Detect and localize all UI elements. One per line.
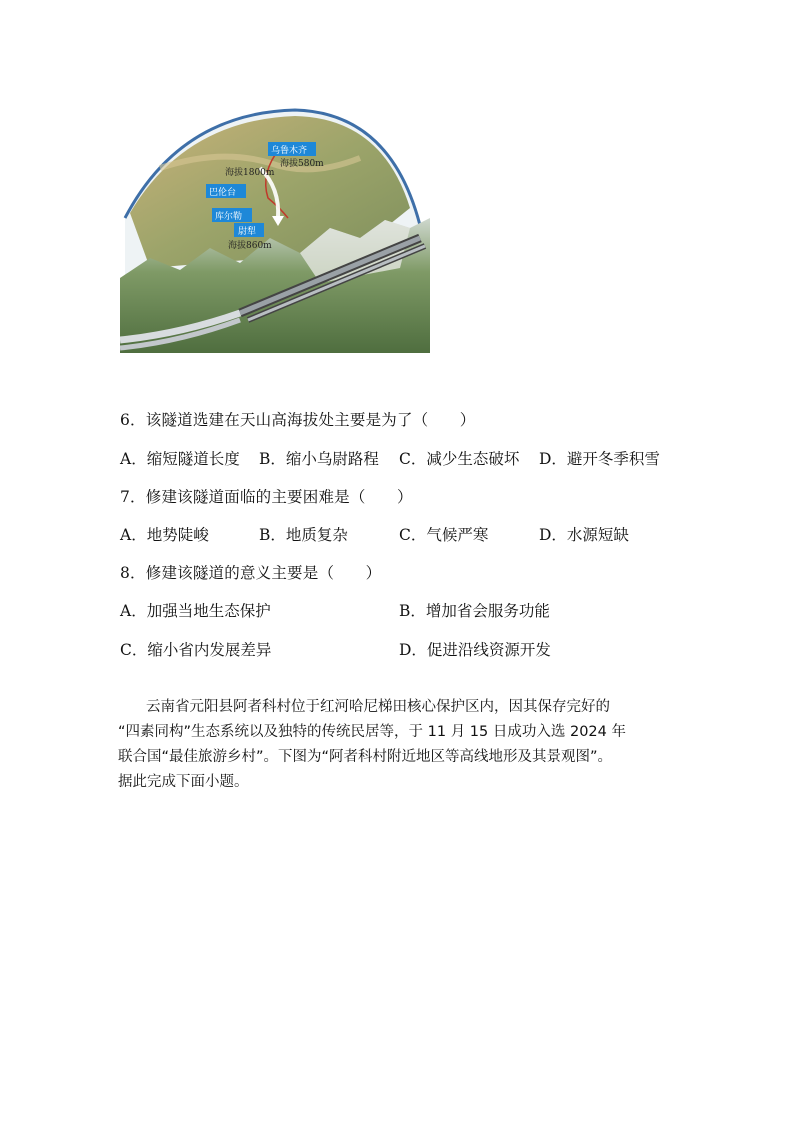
question-6-option-d[interactable]: D．避开冬季积雪 (539, 450, 660, 468)
question-6-stem: 6．该隧道选建在天山高海拔处主要是为了（ ） (120, 411, 476, 429)
tunnel-landscape-figure (120, 108, 430, 353)
question-7-option-b[interactable]: B．地质复杂 (259, 526, 348, 544)
label-altitude-1800: 海拔1800m (225, 168, 275, 178)
question-8-option-b[interactable]: B．增加省会服务功能 (399, 602, 550, 620)
question-6-option-a[interactable]: A．缩短隧道长度 (120, 450, 240, 468)
passage-line-1: 云南省元阳县阿者科村位于红河哈尼梯田核心保护区内，因其保存完好的 (146, 699, 610, 715)
passage-line-4: 据此完成下面小题。 (118, 774, 249, 790)
question-8-stem: 8．修建该隧道的意义主要是（ ） (120, 564, 382, 582)
label-urumqi-altitude: 海拔580m (280, 159, 324, 169)
question-7-option-d[interactable]: D．水源短缺 (539, 526, 629, 544)
passage-line-3: 联合国“最佳旅游乡村”。下图为“阿者科村附近地区等高线地形及其景观图”。 (118, 749, 613, 765)
label-ruoqiang: 尉犁 (238, 227, 257, 237)
question-7-option-c[interactable]: C．气候严寒 (399, 526, 489, 544)
question-8-option-c[interactable]: C．缩小省内发展差异 (120, 641, 272, 659)
landscape-illustration (120, 108, 430, 353)
passage-line-2: “四素同构”生态系统以及独特的传统民居等，于 11 月 15 日成功入选 2024 年 (118, 724, 626, 740)
question-7-option-a[interactable]: A．地势陡峻 (120, 526, 209, 544)
question-6-option-c[interactable]: C．减少生态破坏 (399, 450, 520, 468)
question-8-option-d[interactable]: D．促进沿线资源开发 (399, 641, 551, 659)
question-7-stem: 7．修建该隧道面临的主要困难是（ ） (120, 488, 413, 506)
question-6-option-b[interactable]: B．缩小乌尉路程 (259, 450, 379, 468)
question-8-option-a[interactable]: A．加强当地生态保护 (120, 602, 271, 620)
label-kuerle: 库尔勒 (215, 212, 243, 222)
label-baluntai: 巴伦台 (209, 188, 237, 198)
label-ruoqiang-altitude: 海拔860m (228, 241, 272, 251)
label-urumqi: 乌鲁木齐 (271, 146, 308, 156)
